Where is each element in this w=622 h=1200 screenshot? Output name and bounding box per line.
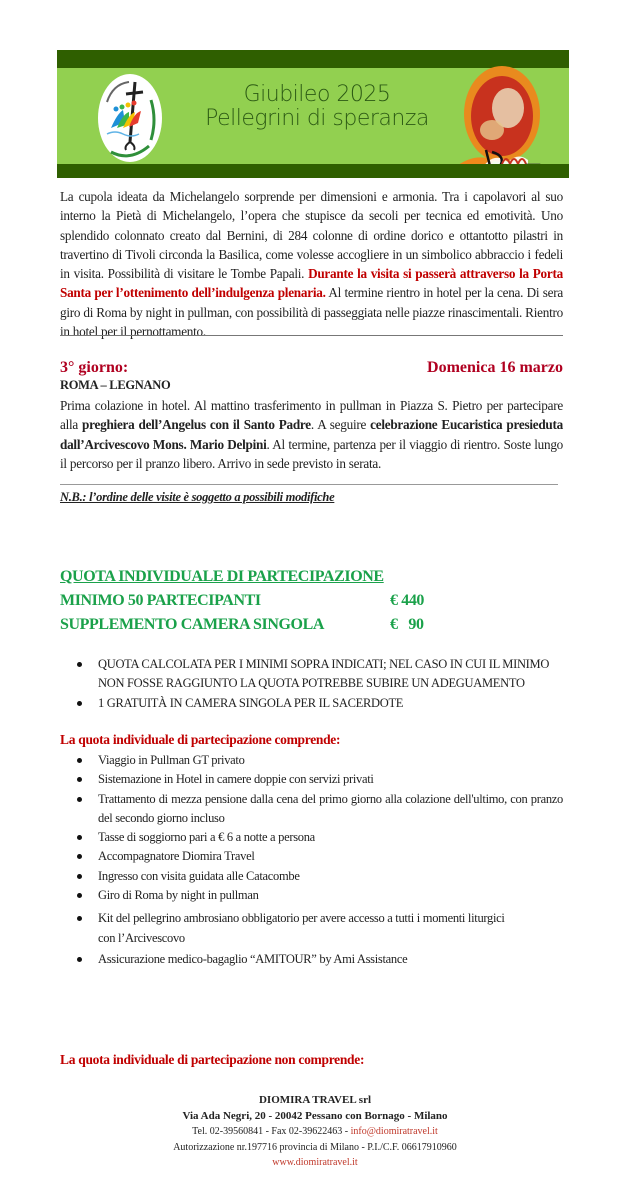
footer-email-link[interactable]: info@diomiratravel.it (350, 1126, 438, 1137)
bullet-icon (77, 854, 82, 859)
list-item (60, 751, 563, 770)
list-item (60, 886, 563, 905)
pricing-row-price (390, 616, 424, 634)
condition-text: QUOTA CALCOLATA PER I MINIMI SOPRA INDICATI; NEL CASO IN CUI IL MINIMO NON FOSSE RAGGIUNTO LA QUOTA POTREBBE SUBIRE UN ADEGUAMENTO (98, 657, 550, 691)
include-text: Accompagnatore Diomira Travel (98, 849, 255, 864)
jubilee-logo (97, 72, 163, 164)
header-banner (57, 50, 569, 178)
list-item (60, 655, 550, 694)
day3-label: 3° giorno: (60, 359, 129, 376)
pricing-row-label: SUPPLEMENTO CAMERA SINGOLA (60, 616, 325, 633)
header-title-line1: Giubileo 2025 (243, 82, 391, 107)
include-text: Sistemazione in Hotel in camere doppie con servizi privati (98, 772, 374, 787)
day3-text-1: Prima colazione in hotel. Al mattino trasferimento in pullman in Piazza S. Pietro per partecipare alla (60, 398, 563, 433)
list-item (60, 770, 563, 789)
day3-text-3: . Al termine, partenza per il viaggio di rientro. Soste lungo il percorso per il pranzo libero. Arrivo in sede previsto in serata. (60, 436, 564, 471)
pricing-value: 90 (408, 616, 424, 633)
pricing-currency: € (390, 592, 398, 609)
include-text: Giro di Roma by night in pullman (98, 888, 259, 903)
bullet-icon (77, 893, 82, 898)
include-text: Ingresso con visita guidata alle Catacombe (98, 868, 300, 883)
bullet-icon (77, 701, 82, 706)
footer-authorization: Autorizzazione nr.197716 provincia di Milano - P.I./C.F. 06617910960 (173, 1141, 457, 1153)
list-item (60, 867, 563, 886)
bullet-icon (77, 957, 82, 962)
include-text: Tasse di soggiorno pari a € 6 a notte a persona (98, 830, 315, 845)
conditions-list (60, 655, 550, 713)
bullet-icon (77, 662, 82, 667)
include-text: Viaggio in Pullman GT privato (98, 753, 245, 767)
pricing-currency: € (390, 616, 398, 633)
diomira-travel-logo (450, 64, 550, 178)
footer-contacts (140, 1124, 490, 1140)
intro-text-1: La cupola ideata da Michelangelo sorprende per dimensioni e armonia. Tra i capolavori al suo interno la Pietà di Michelangelo, l’opera che stupisce da secoli per tecnica ed emotività. Uno splendido colonnato creato dal Bernini, di 284 colonne di ordine dorico e ottantotto pilastri in travertino di Tivoli circonda la Basilica, come volesse accogliere in un simbolico abbraccio i fedeli in visita. Possibilità di visitare le Tombe Papali. (60, 189, 563, 282)
include-text: Trattamento di mezza pensione dalla cena del primo giorno alla colazione dell'ultimo, con pranzo del secondo giorno incluso (98, 791, 563, 825)
pricing-value: 440 (401, 592, 425, 609)
bullet-icon (77, 916, 82, 921)
footer (140, 1093, 490, 1171)
condition-text: 1 GRATUITÀ IN CAMERA SINGOLA PER IL SACERDOTE (98, 695, 404, 710)
header-title (197, 83, 437, 131)
day3-bold-2: celebrazione Eucaristica presieduta dall’Arcivescovo Mons. Mario Delpini (60, 417, 563, 452)
pricing-heading: QUOTA INDIVIDUALE DI PARTECIPAZIONE (60, 568, 384, 585)
pricing-row-label: MINIMO 50 PARTECIPANTI (60, 592, 261, 609)
header-bottom-band (57, 164, 569, 178)
note-text: N.B.: l’ordine delle visite è soggetto a possibili modifiche (60, 490, 335, 504)
day3-date: Domenica 16 marzo (427, 359, 563, 376)
footer-website-link[interactable]: www.diomiratravel.it (272, 1157, 358, 1168)
day3-text-2: . A seguire (310, 417, 371, 433)
section-divider (60, 335, 563, 336)
bullet-icon (77, 777, 82, 782)
list-item (60, 950, 563, 969)
includes-list (60, 751, 563, 969)
list-item (60, 847, 563, 866)
header-title-line2: Pellegrini di speranza (205, 106, 429, 131)
list-item (60, 790, 563, 829)
bullet-icon (77, 797, 82, 802)
pricing-row-price (390, 592, 424, 610)
bullet-icon (77, 874, 82, 879)
footer-phone: Tel. 02-39560841 - Fax 02-39622463 - (192, 1126, 351, 1137)
intro-highlight: Durante la visita si passerà attraverso la Porta Santa per l’ottenimento dell’indulgenza plenaria. (60, 266, 563, 301)
list-item (60, 909, 563, 948)
include-text: Kit del pellegrino ambrosiano obbligatorio per avere accesso a tutti i momenti liturgici con l’Arcivescovo (98, 911, 505, 945)
footer-company: DIOMIRA TRAVEL srl (258, 1094, 372, 1106)
footer-address: Via Ada Negri, 20 - 20042 Pessano con Bornago - Milano (182, 1109, 448, 1122)
list-item (60, 694, 550, 713)
bullet-icon (77, 835, 82, 840)
day3-bold-1: preghiera dell’Angelus con il Santo Padre (82, 417, 311, 433)
day3-paragraph (60, 396, 563, 473)
excludes-heading: La quota individuale di partecipazione non comprende: (60, 1052, 365, 1067)
include-text: Assicurazione medico-bagaglio “AMITOUR” by Ami Assistance (98, 951, 408, 966)
bullet-icon (77, 758, 82, 763)
list-item (60, 828, 563, 847)
includes-heading: La quota individuale di partecipazione comprende: (60, 732, 341, 747)
day3-route: ROMA – LEGNANO (60, 378, 171, 392)
note-divider (60, 484, 558, 485)
intro-paragraph (60, 187, 563, 341)
intro-text-2: Al termine rientro in hotel per la cena. Di sera giro di Roma by night in pullman, con possibilità di passeggiata nelle piazze rinascimentali. Rientro in hotel per il pernottamento. (60, 285, 563, 340)
